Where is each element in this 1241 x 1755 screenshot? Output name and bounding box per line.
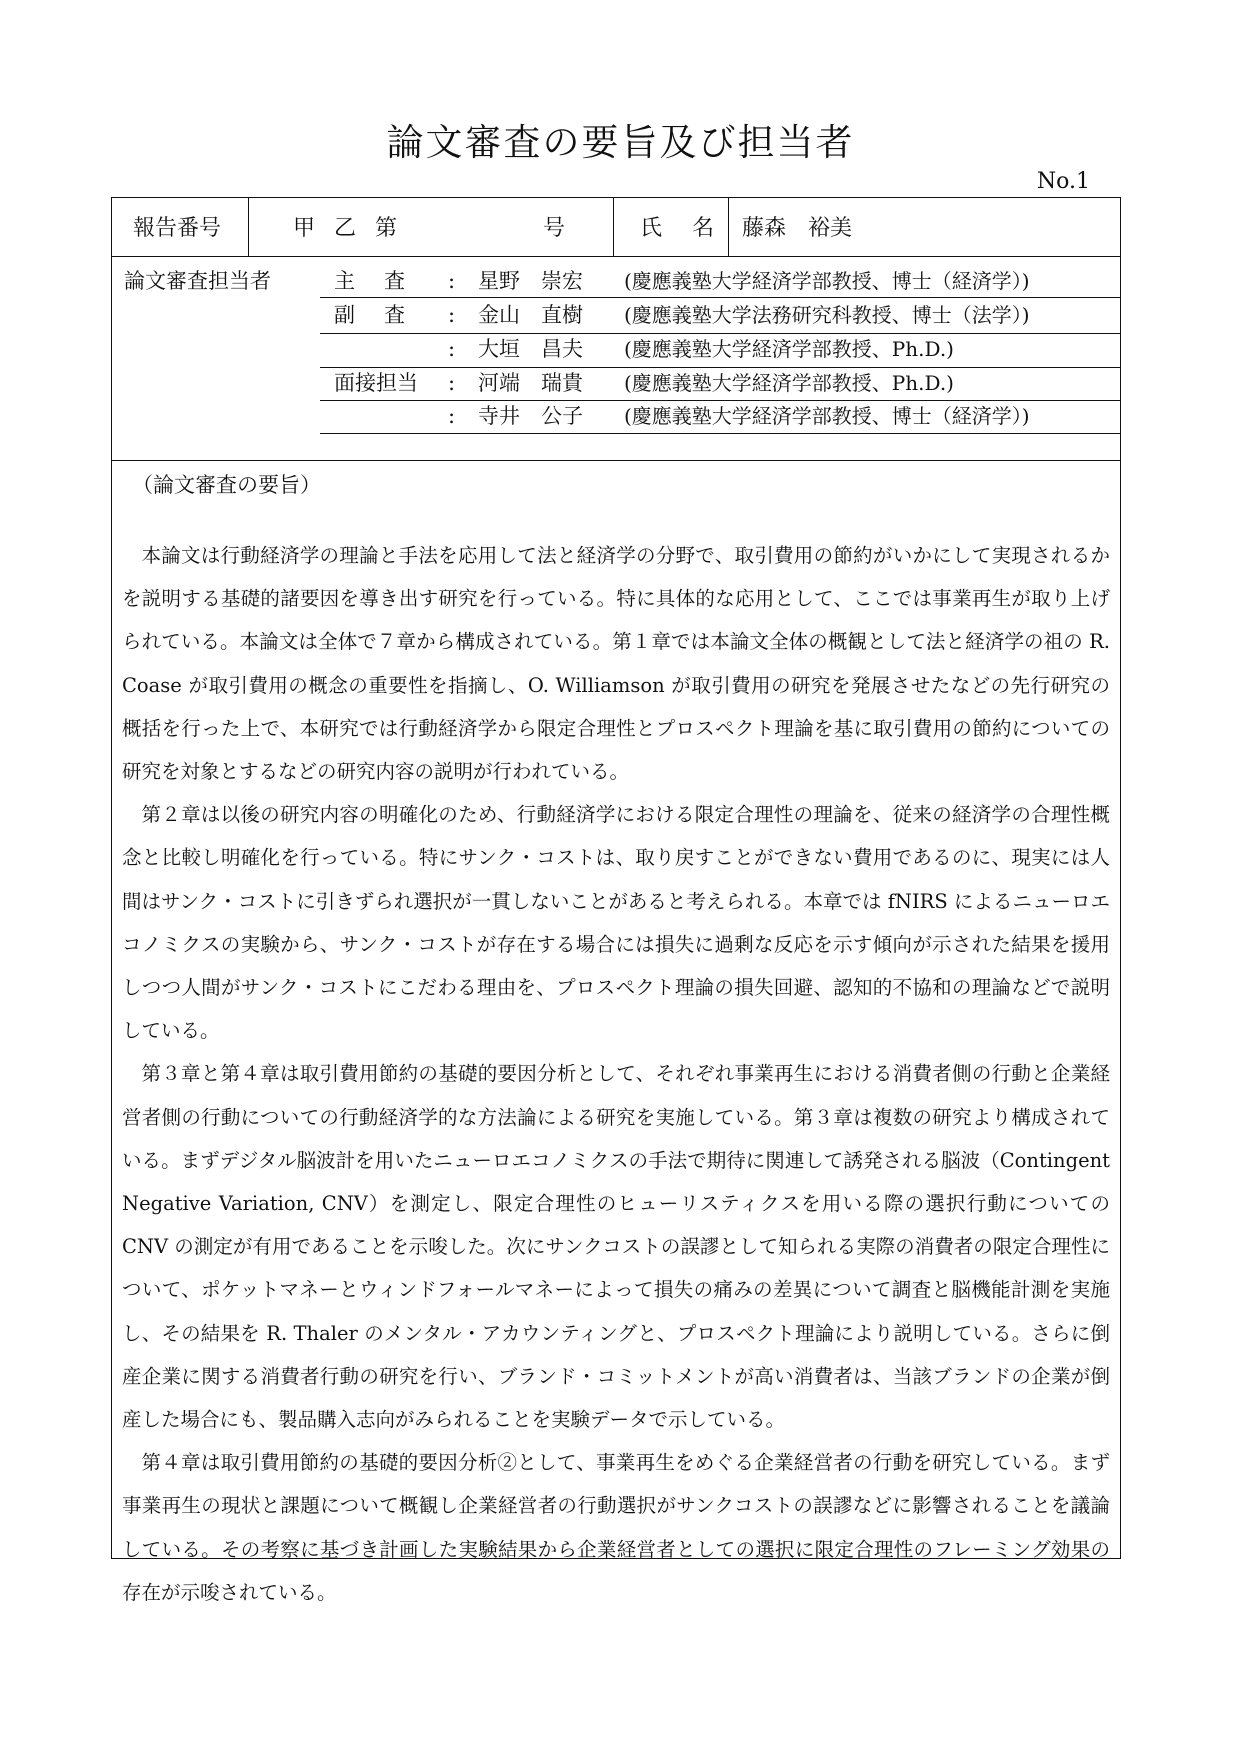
summary-body <box>122 534 1110 1614</box>
report-number-value: 甲 乙 第 号 <box>293 216 571 241</box>
reviewer-row-divider <box>320 433 1121 434</box>
reviewers-label: 論文審査担当者 <box>124 269 271 293</box>
reviewer-role: 副 査 <box>334 303 409 327</box>
reviewer-affiliation: (慶應義塾大学経済学部教授、博士（経済学）) <box>624 404 1030 428</box>
reviewer-affiliation: (慶應義塾大学法務研究科教授、博士（法学）) <box>624 303 1030 327</box>
reviewer-colon: : <box>448 337 456 361</box>
reviewer-affiliation: (慶應義塾大学経済学部教授、Ph.D.) <box>624 371 954 395</box>
reviewer-row-divider <box>320 297 1121 298</box>
header-divider-1 <box>248 197 249 257</box>
header-row-divider <box>111 256 1121 257</box>
reviewer-role: 主 査 <box>334 269 409 293</box>
header-divider-3 <box>728 197 729 257</box>
summary-paragraph: 第２章は以後の研究内容の明確化のため、行動経済学における限定合理性の理論を、従来の経済学の合理性概念と比較し明確化を行っている。特にサンク・コストは、取り戻すことができない費用であるのに、現実には人間はサンク・コストに引きずられ選択が一貫しないことがあると考えられる。本章では fNIRS によるニューロエコノミクスの実験から、サンク・コストが存在する場合には損失に過剰な反応を示す傾向が示された結果を援用しつつ人間がサンク・コストにこだわる理由を、プロスペクト理論の損失回避、認知的不協和の理論などで説明している。 <box>122 803 1110 1043</box>
reviewer-colon: : <box>448 303 456 327</box>
reviewer-colon: : <box>448 269 456 293</box>
reviewer-name: 金山 直樹 <box>478 303 583 327</box>
summary-paragraph: 第４章は取引費用節約の基礎的要因分析②として、事業再生をめぐる企業経営者の行動を研究している。まず事業再生の現状と課題について概観し企業経営者の行動選択がサンクコストの誤謬などに影響されることを議論している。その考察に基づき計画した実験結果から企業経営者としての選択に限定合理性のフレーミング効果の存在が示唆されている。 <box>122 1451 1110 1604</box>
reviewer-affiliation: (慶應義塾大学経済学部教授、Ph.D.) <box>624 337 954 361</box>
report-number-label: 報告番号 <box>133 216 222 241</box>
reviewer-affiliation: (慶應義塾大学経済学部教授、博士（経済学）) <box>624 269 1030 293</box>
summary-section-divider <box>111 460 1121 461</box>
document-title: 論文審査の要旨及び担当者 <box>386 121 855 164</box>
reviewer-name: 河端 瑞貴 <box>478 371 583 395</box>
summary-heading: （論文審査の要旨） <box>132 473 321 497</box>
document-number: No.1 <box>1036 169 1090 194</box>
name-value: 藤森 裕美 <box>742 216 853 241</box>
header-divider-2 <box>613 197 614 257</box>
reviewer-role: 面接担当 <box>334 371 418 395</box>
reviewer-colon: : <box>448 404 456 428</box>
name-label: 氏 名 <box>640 216 719 241</box>
reviewer-name: 星野 崇宏 <box>478 269 583 293</box>
reviewer-name: 寺井 公子 <box>478 404 583 428</box>
summary-paragraph: 第３章と第４章は取引費用節約の基礎的要因分析として、それぞれ事業再生における消費者側の行動と企業経営者側の行動についての行動経済学的な方法論による研究を実施している。第３章は複数の研究より構成されている。まずデジタル脳波計を用いたニューロエコノミクスの手法で期待に関連して誘発される脳波（Contingent Negative Variation, CNV）を測定し、限定合理性のヒューリスティクスを用いる際の選択行動についての CNV の測定が有用であることを示唆した。次にサンクコストの誤謬として知られる実際の消費者の限定合理性について、ポケットマネーとウィンドフォールマネーによって損失の痛みの差異について調査と脳機能計測を実施し、その結果を R. Thaler のメンタル・アカウンティングと、プロスペクト理論により説明している。さらに倒産企業に関する消費者行動の研究を行い、ブランド・コミットメントが高い消費者は、当該ブランドの企業が倒産した場合にも、製品購入志向がみられることを実験データで示している。 <box>122 1062 1110 1432</box>
reviewer-name: 大垣 昌夫 <box>478 337 583 361</box>
summary-paragraph: 本論文は行動経済学の理論と手法を応用して法と経済学の分野で、取引費用の節約がいかにして実現されるかを説明する基礎的諸要因を導き出す研究を行っている。特に具体的な応用として、ここでは事業再生が取り上げられている。本論文は全体で７章から構成されている。第１章では本論文全体の概観として法と経済学の祖の R. Coase が取引費用の概念の重要性を指摘し、O. Williamson が取引費用の研究を発展させたなどの先行研究の概括を行った上で、本研究では行動経済学から限定合理性とプロスペクト理論を基に取引費用の節約についての研究を対象とするなどの研究内容の説明が行われている。 <box>122 544 1110 784</box>
reviewer-colon: : <box>448 371 456 395</box>
